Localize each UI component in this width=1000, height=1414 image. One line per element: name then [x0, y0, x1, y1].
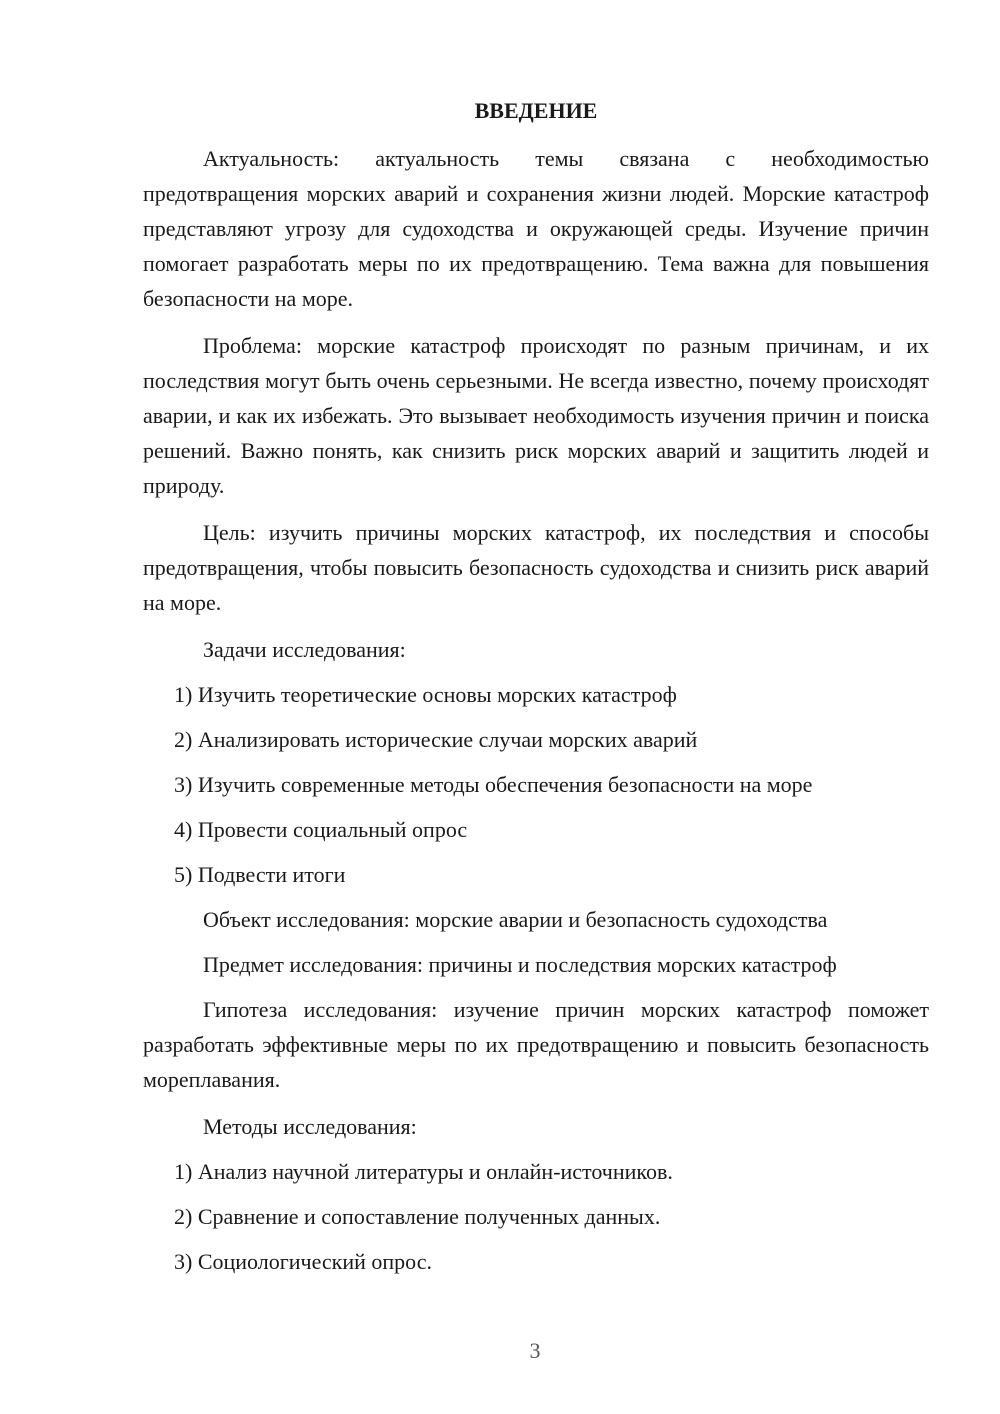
research-object: Объект исследования: морские аварии и безопасность судоходства	[203, 907, 828, 932]
page-number: 3	[529, 1338, 541, 1363]
methods-heading: Методы исследования:	[203, 1114, 417, 1139]
tasks-heading: Задачи исследования:	[203, 637, 406, 662]
method-item: 2) Сравнение и сопоставление полученных данных.	[174, 1204, 661, 1229]
task-item: 5) Подвести итоги	[174, 862, 346, 887]
task-item: 2) Анализировать исторические случаи морских аварий	[174, 727, 698, 752]
research-subject: Предмет исследования: причины и последствия морских катастроф	[203, 952, 837, 977]
hypothesis-paragraph: Гипотеза исследования: изучение причин морских катастроф поможет разработать эффективные меры по их предотвращению и повысить безопасность мореплавания.	[143, 997, 929, 1092]
task-item: 1) Изучить теоретические основы морских катастроф	[174, 682, 677, 707]
method-item: 1) Анализ научной литературы и онлайн-источников.	[174, 1159, 673, 1184]
problem-paragraph: Проблема: морские катастроф происходят по разным причинам, и их последствия могут быть очень серьезными. Не всегда известно, почему происходят аварии, и как их избежать. Это вызывает необходимость изучения причин и поиска решений. Важно понять, как снизить риск морских аварий и защитить людей и природу.	[143, 333, 929, 498]
method-item: 3) Социологический опрос.	[174, 1249, 432, 1274]
task-item: 4) Провести социальный опрос	[174, 817, 468, 842]
page-content	[143, 94, 929, 1289]
task-item: 3) Изучить современные методы обеспечения безопасности на море	[174, 772, 813, 797]
page-title: ВВЕДЕНИЕ	[474, 98, 598, 123]
relevance-paragraph: Актуальность: актуальность темы связана с необходимостью предотвращения морских аварий и сохранения жизни людей. Морские катастроф представляют угрозу для судоходства и окружающей среды. Изучение причин помогает разработать меры по их предотвращению. Тема важна для повышения безопасности на море.	[143, 146, 929, 311]
goal-paragraph: Цель: изучить причины морских катастроф, их последствия и способы предотвращения, чтобы повысить безопасность судоходства и снизить риск аварий на море.	[143, 520, 929, 615]
